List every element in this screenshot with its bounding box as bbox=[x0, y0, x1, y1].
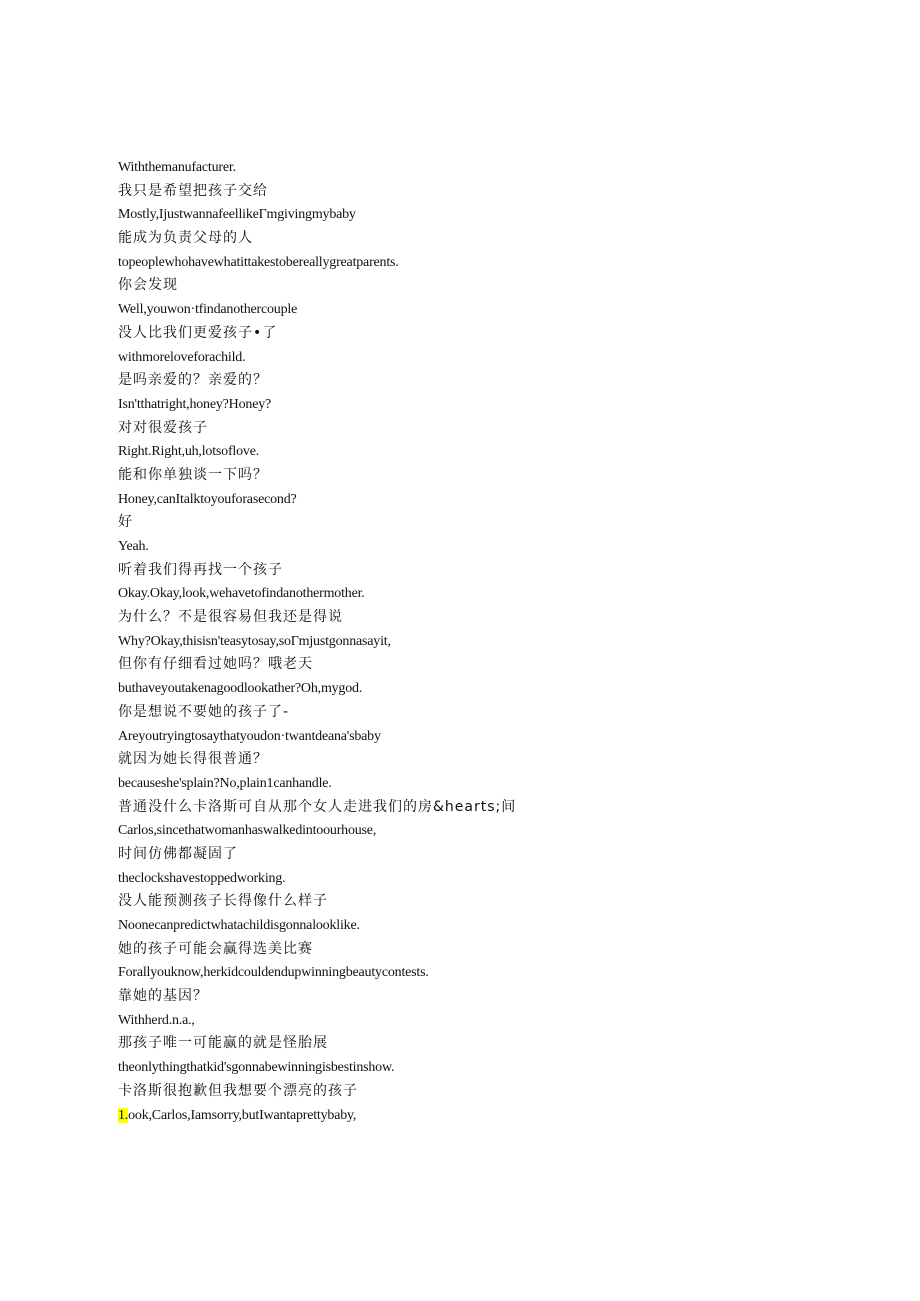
transcript-line: withmoreloveforachild. bbox=[118, 349, 246, 365]
transcript-line: buthaveyoutakenagoodlookather?Oh,mygod. bbox=[118, 681, 363, 697]
transcript-line: theclockshavestoppedworking. bbox=[118, 870, 286, 886]
transcript-line: 没人比我们更爱孩子•了 bbox=[118, 324, 278, 341]
transcript-line: Yeah. bbox=[118, 539, 149, 554]
transcript-line: 你是想说不要她的孩子了- bbox=[118, 703, 290, 720]
subtitle-transcript bbox=[118, 156, 838, 1127]
highlighted-text: 1. bbox=[118, 1107, 129, 1123]
transcript-line: 为什么？不是很容易但我还是得说 bbox=[118, 609, 343, 626]
transcript-line: Areyoutryingtosaythatyoudon·twantdeana'sbaby bbox=[118, 728, 381, 744]
transcript-line: 就因为她长得很普通？ bbox=[118, 751, 268, 768]
transcript-line: Withherd.n.a., bbox=[118, 1012, 195, 1028]
transcript-line: Why?Okay,thisisn'teasytosay,soΓmjustgonnasayit, bbox=[118, 633, 391, 649]
transcript-line: 我只是希望把孩子交给 bbox=[118, 182, 268, 199]
transcript-line: 但你有仔细看过她吗？哦老天 bbox=[118, 656, 313, 673]
transcript-line: 对对很爱孩子 bbox=[118, 419, 208, 436]
transcript-line: Well,youwon·tfindanothercouple bbox=[118, 302, 298, 318]
transcript-line: 能和你单独谈一下吗？ bbox=[118, 466, 268, 483]
transcript-line: becauseshe'splain?No,plain1canhandle. bbox=[118, 775, 332, 791]
transcript-line: 那孩子唯一可能赢的就是怪胎展 bbox=[118, 1035, 328, 1052]
transcript-line: 你会发现 bbox=[118, 277, 178, 294]
transcript-line: Carlos,sincethatwomanhaswalkedintoourhouse, bbox=[118, 823, 377, 839]
transcript-line: 能成为负责父母的人 bbox=[118, 230, 253, 247]
transcript-line: 是吗亲爱的？亲爱的？ bbox=[118, 372, 268, 389]
transcript-line: Withthemanufacturer. bbox=[118, 160, 236, 175]
transcript-line: Forallyouknow,herkidcouldendupwinningbeautycontests. bbox=[118, 965, 429, 981]
transcript-line: topeoplewhohavewhatittakestobereallygreatparents. bbox=[118, 254, 399, 270]
transcript-line: Okay.Okay,look,wehavetofindanothermother. bbox=[118, 586, 365, 602]
transcript-line-last bbox=[118, 1104, 838, 1128]
transcript-line: theonlythingthatkid'sgonnabewinningisbestinshow. bbox=[118, 1060, 395, 1076]
transcript-line: 普通没什么卡洛斯可自从那个女人走进我们的房&hearts;间 bbox=[118, 798, 517, 815]
transcript-line: Right.Right,uh,lotsoflove. bbox=[118, 444, 260, 460]
transcript-line: Isn'tthatright,honey?Honey? bbox=[118, 396, 272, 412]
last-line-text: ook,Carlos,Iamsorry,butIwantaprettybaby, bbox=[128, 1107, 357, 1123]
transcript-line: 时间仿佛都凝固了 bbox=[118, 845, 238, 862]
transcript-line: Mostly,IjustwannafeellikeΓmgivingmybaby bbox=[118, 207, 356, 223]
transcript-line: 好 bbox=[118, 514, 133, 531]
transcript-line: 卡洛斯很抱歉但我想要个漂亮的孩子 bbox=[118, 1082, 358, 1099]
transcript-line: 没人能预测孩子长得像什么样子 bbox=[118, 893, 328, 910]
transcript-line: Honey,canItalktoyouforasecond? bbox=[118, 491, 297, 507]
transcript-line: 靠她的基因？ bbox=[118, 988, 208, 1005]
transcript-line: 她的孩子可能会赢得选美比赛 bbox=[118, 940, 313, 957]
transcript-line: 听着我们得再找一个孩子 bbox=[118, 561, 283, 578]
transcript-line: Noonecanpredictwhatachildisgonnalooklike. bbox=[118, 918, 360, 933]
